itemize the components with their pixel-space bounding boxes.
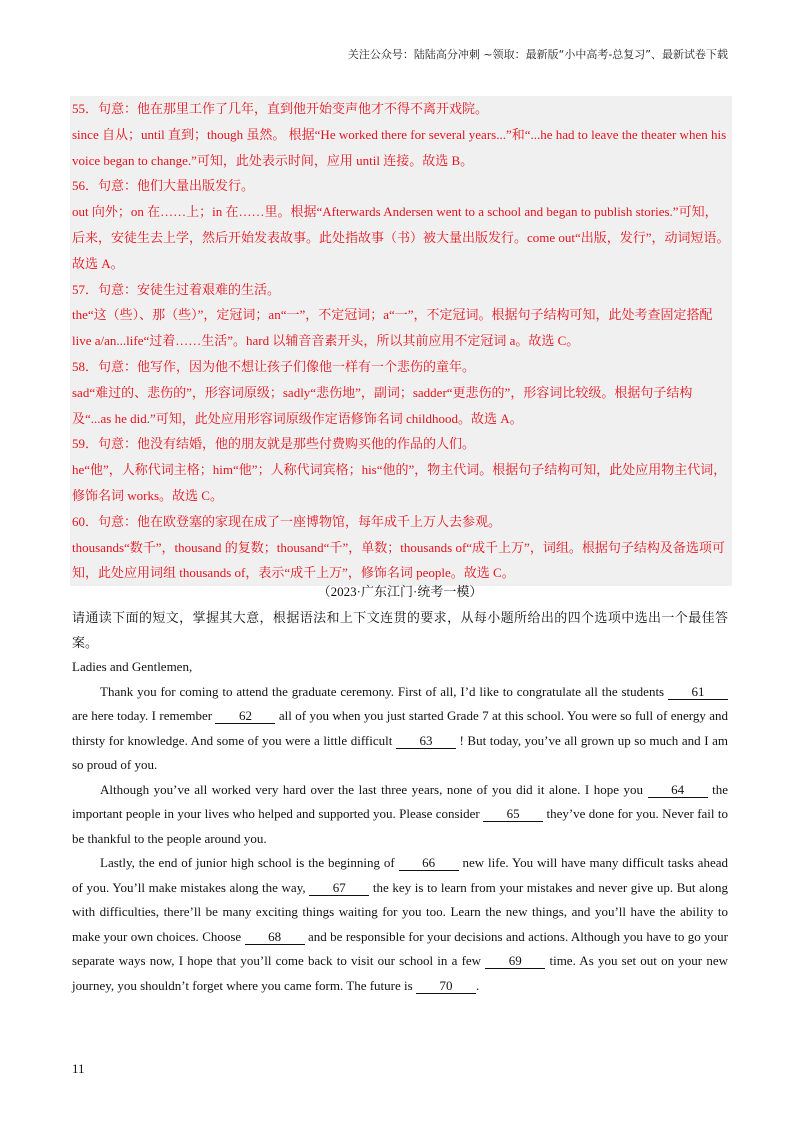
- answer-line: since 自从；until 直到；though 虽然。 根据“He worked there for several years...”和“...he had to leave the theater when his voice began to change.”可知，此处表示时间，应用 until 连接。故选 B。: [72, 126, 727, 168]
- blank-67: 67: [309, 881, 369, 896]
- answer-explanations: [70, 96, 732, 586]
- blank-61: 61: [668, 685, 728, 700]
- answer-line: 58．句意：他写作，因为他不想让孩子们像他一样有一个悲伤的童年。: [72, 358, 476, 374]
- answer-line: he“他”，人称代词主格；him“他”；人称代词宾格；his“他的”，物主代词。根据句子结构可知，此处应用物主代词，修饰名词 works。故选 C。: [72, 462, 727, 503]
- blank-70: 70: [416, 979, 476, 994]
- answer-line: 60．句意：他在欧登塞的家现在成了一座博物馆，每年成千上万人去参观。: [72, 513, 502, 529]
- blank-64: 64: [648, 783, 708, 798]
- blank-68: 68: [245, 930, 305, 945]
- paragraph: Lastly, the end of junior high school is the beginning of 66 new life. You will have many difficult tasks ahead of you. You’ll make mistakes along the way, 67 the key is to learn from your mistakes and never give up. But along with difficulties, there’ll be many exciting things waiting for you too. Learn the new things, and you’ll have the ability to make your own choices. Choose 68 and be responsible for your decisions and actions. Although you have to go your separate ways now, I hope that you’ll come back to visit our school in a few 69 time. As you set out on your new journey, you shouldn’t forget where you came form. The future is 70 .: [72, 855, 728, 993]
- blank-63: 63: [396, 734, 456, 749]
- answer-line: 56．句意：他们大量出版发行。: [72, 178, 255, 194]
- salutation: Ladies and Gentlemen,: [72, 659, 193, 674]
- paragraph: Although you’ve all worked very hard over the last three years, none of you did it alone. I hope you 64 the important people in your lives who helped and supported you. Please consider 65 they’ve done for you. Never fail to be thankful to the people around you.: [72, 781, 728, 846]
- passage: [72, 606, 728, 998]
- question-source: （2023·广东江门·统考一模）: [317, 584, 483, 599]
- paragraph: Thank you for coming to attend the graduate ceremony. First of all, I’d like to congratulate all the students 61 are here today. I remember 62 all of you when you just started Grade 7 at this school. You were so full of energy and thirsty for knowledge. And some of you were a little difficult 63 ! But today, you’ve all grown up so much and I am so proud of you.: [72, 683, 728, 772]
- answer-line: 59．句意：他没有结婚，他的朋友就是那些付费购买他的作品的人们。: [72, 436, 476, 452]
- blank-66: 66: [399, 856, 459, 871]
- answer-line: 57．句意：安徒生过着艰难的生活。: [72, 281, 281, 297]
- instruction: 请通读下面的短文，掌握其大意，根据语法和上下文连贯的要求，从每小题所给出的四个选项中选出一个最佳答案。: [72, 610, 728, 650]
- blank-65: 65: [483, 807, 543, 822]
- page-number: 11: [72, 1061, 85, 1076]
- blank-69: 69: [485, 954, 545, 969]
- answer-line: the“这（些）、那（些）”，定冠词；an“一”，不定冠词；a“一”，不定冠词。根据句子结构可知，此处考查固定搭配 live a/an...life“过着……生活”。hard 以辅音音素开头，所以其前应用不定冠词 a。故选 C。: [72, 307, 713, 349]
- blank-62: 62: [215, 709, 275, 724]
- answer-line: thousands“数千”，thousand 的复数；thousand“千”，单数；thousands of“成千上万”，词组。根据句子结构及备选项可知，此处应用词组 thousands of，表示“成千上万”，修饰名词 people。故选 C。: [72, 539, 725, 581]
- answer-line: sad“难过的、悲伤的”，形容词原级；sadly“悲伤地”，副词；sadder“更悲伤的”，形容词比较级。根据句子结构及“...as he did.”可知，此处应用形容词原级作定语修饰名词 childhood。故选 A。: [72, 384, 693, 426]
- answer-line: 55．句意：他在那里工作了几年，直到他开始变声他才不得不离开戏院。: [72, 101, 489, 116]
- answer-line: out 向外；on 在……上；in 在……里。根据“Afterwards Andersen went to a school and began to publish stories.”可知，后来，安徒生去上学，然后开始发表故事。此处指故事（书）被大量出版发行。come out“出版，发行”，动词短语。故选 A。: [72, 204, 730, 271]
- page-header: 关注公众号：陆陆高分冲刺 ~领取：最新版“小中高考-总复习”、最新试卷下载: [347, 48, 728, 61]
